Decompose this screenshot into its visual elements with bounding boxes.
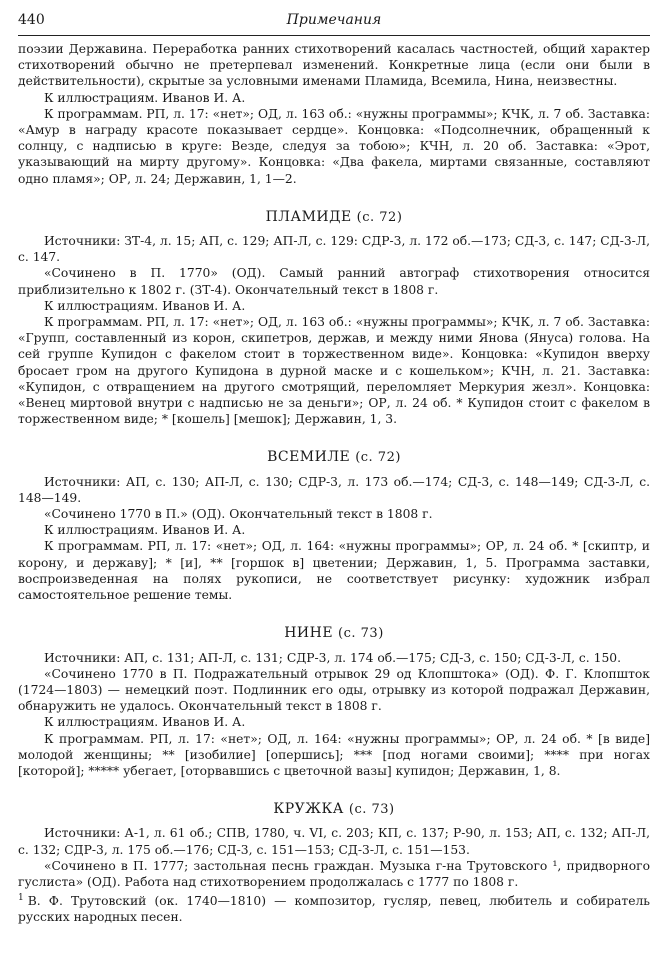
intro-illustrations: К иллюстрациям. Иванов И. А. (44, 90, 246, 105)
section-title: ВСЕМИЛЕ (267, 449, 351, 466)
page-number: 440 (18, 12, 45, 28)
sources-paragraph: Источники: ЗТ-4, л. 15; АП, с. 129; АП-Л, с. 129: СДР-3, л. 172 об.—173; СД-3, с. 147; СД-3-Л, с. 147. (18, 234, 650, 265)
section-title: КРУЖКА (273, 801, 344, 818)
intro-paragraph: поэзии Державина. Переработка ранних стихотворений касалась частностей, общий характер стихотворений обычно не претерпевал изменений. Конкретные лица (если они были в действительности), скрытые за условными именами Пламида, Всемила, Нина, неизвестны. (18, 42, 650, 89)
page-body (18, 41, 650, 926)
section-page-ref: (с. 73) (348, 802, 395, 818)
section-title: НИНЕ (284, 625, 334, 642)
section-heading-vsemile (18, 449, 650, 466)
section-heading-plamide (18, 209, 650, 226)
section-title: ПЛАМИДЕ (265, 208, 352, 225)
sources-paragraph: Источники: А-1, л. 61 об.; СПВ, 1780, ч. VI, с. 203; КП, с. 137; Р-90, л. 153; АП, с. 132; АП-Л, с. 132; СДР-3, л. 175 об.—176; СД-3, с. 151—153; СД-3-Л, с. 151—153. (18, 826, 650, 857)
text-history-paragraph: «Сочинено 1770 в П. Подражательный отрывок 29 од Клопштока» (ОД). Ф. Г. Клопшток (1724—1803) — немецкий поэт. Подлинник его оды, отрывку из которой подражал Державин, обнаружить не удалось. Окончательный текст в 1808 г. (18, 666, 650, 714)
illustrations-paragraph: К иллюстрациям. Иванов И. А. (44, 523, 246, 538)
text-history-paragraph: «Сочинено в П. 1777; застольная песнь граждан. Музыка г-на Трутовского ¹, придворного гуслиста» (ОД). Работа над стихотворением продолжалась с 1777 по 1808 г. (18, 858, 650, 889)
programs-paragraph: К программам. РП, л. 17: «нет»; ОД, л. 164: «нужны программы»; ОР, л. 24 об. * [в виде] молодой женщины; ** [изобилие] [опершись]; *** [под ногами своими]; **** при ногах [которой]; ***** убегает, [оторвавшись с цветочной вазы] купидон; Державин, 1, 8. (18, 731, 650, 778)
sources-paragraph: Источники: АП, с. 130; АП-Л, с. 130; СДР-3, л. 173 об.—174; СД-3, с. 148—149; СД-3-Л, с. 148—149. (18, 474, 650, 505)
section-page-ref: (с. 72) (356, 209, 403, 225)
sources-paragraph: Источники: АП, с. 131; АП-Л, с. 131; СДР-3, л. 174 об.—175; СД-3, с. 150; СД-3-Л, с. 150. (44, 650, 622, 665)
section-heading-kruzhka (18, 801, 650, 818)
programs-paragraph: К программам. РП, л. 17: «нет»; ОД, л. 164: «нужны программы»; ОР, л. 24 об. * [скиптр, и корону, и державу]; * [и], ** [горшок в] цветении; Державин, 1, 5. Программа заставки, воспроизведенная на полях рукописи, не соответствует рисунку: художник избрал самостоятельное решение темы. (18, 539, 650, 603)
footnote (18, 890, 650, 926)
intro-programs: К программам. РП, л. 17: «нет»; ОД, л. 163 об.: «нужны программы»; КЧК, л. 7 об. Заставка: «Амур в награду красоте показывает сердце». Концовка: «Подсолнечник, обращенный к солнцу, с надписью в круге: Везде, следуя за тобою»; КЧН, л. 20 об. Заставка: «Эрот, указывающий на мирту другому». Концовка: «Два факела, миртами связанные, составляют одно пламя»; ОР, л. 24; Державин, 1, 1—2. (18, 106, 650, 186)
text-history-paragraph: «Сочинено 1770 в П.» (ОД). Окончательный текст в 1808 г. (44, 507, 433, 522)
page-header (18, 8, 650, 32)
text-history-paragraph: «Сочинено в П. 1770» (ОД). Самый ранний автограф стихотворения относится приблизительно к 1802 г. (ЗТ-4). Окончательный текст в 1808 г. (18, 266, 650, 297)
section-heading-nine (18, 625, 650, 642)
section-page-ref: (с. 72) (355, 450, 401, 466)
running-title: Примечания (286, 12, 382, 28)
footnote-mark: 1 (18, 893, 24, 904)
illustrations-paragraph: К иллюстрациям. Иванов И. А. (44, 298, 246, 313)
footnote-text: В. Ф. Трутовский (ок. 1740—1810) — композитор, гусляр, певец, любитель и собиратель русских народных песен. (18, 894, 650, 925)
programs-paragraph: К программам. РП, л. 17: «нет»; ОД, л. 163 об.: «нужны программы»; КЧК, л. 7 об. Заставка: «Групп, составленный из корон, скипетров, держав, и между ними Янова (Януса) голова. На сей группе Купидон с факелом стоит в торжественном виде». Концовка: «Купидон вверху бросает гром на другого Купидона в дурной маске и с кошельком»; КЧН, л. 21. Заставка: «Купидон, с отвращением на другого смотрящий, переломляет Меркурия жезл». Концовка: «Венец миртовой внутри с надписью не за деньги»; ОР, л. 24 об. * Купидон стоит с факелом в торжественном виде; * [кошель] [мешок]; Державин, 1, 3. (18, 315, 650, 427)
section-page-ref: (с. 73) (338, 626, 384, 642)
illustrations-paragraph: К иллюстрациям. Иванов И. А. (44, 715, 246, 730)
header-rule (18, 35, 650, 36)
